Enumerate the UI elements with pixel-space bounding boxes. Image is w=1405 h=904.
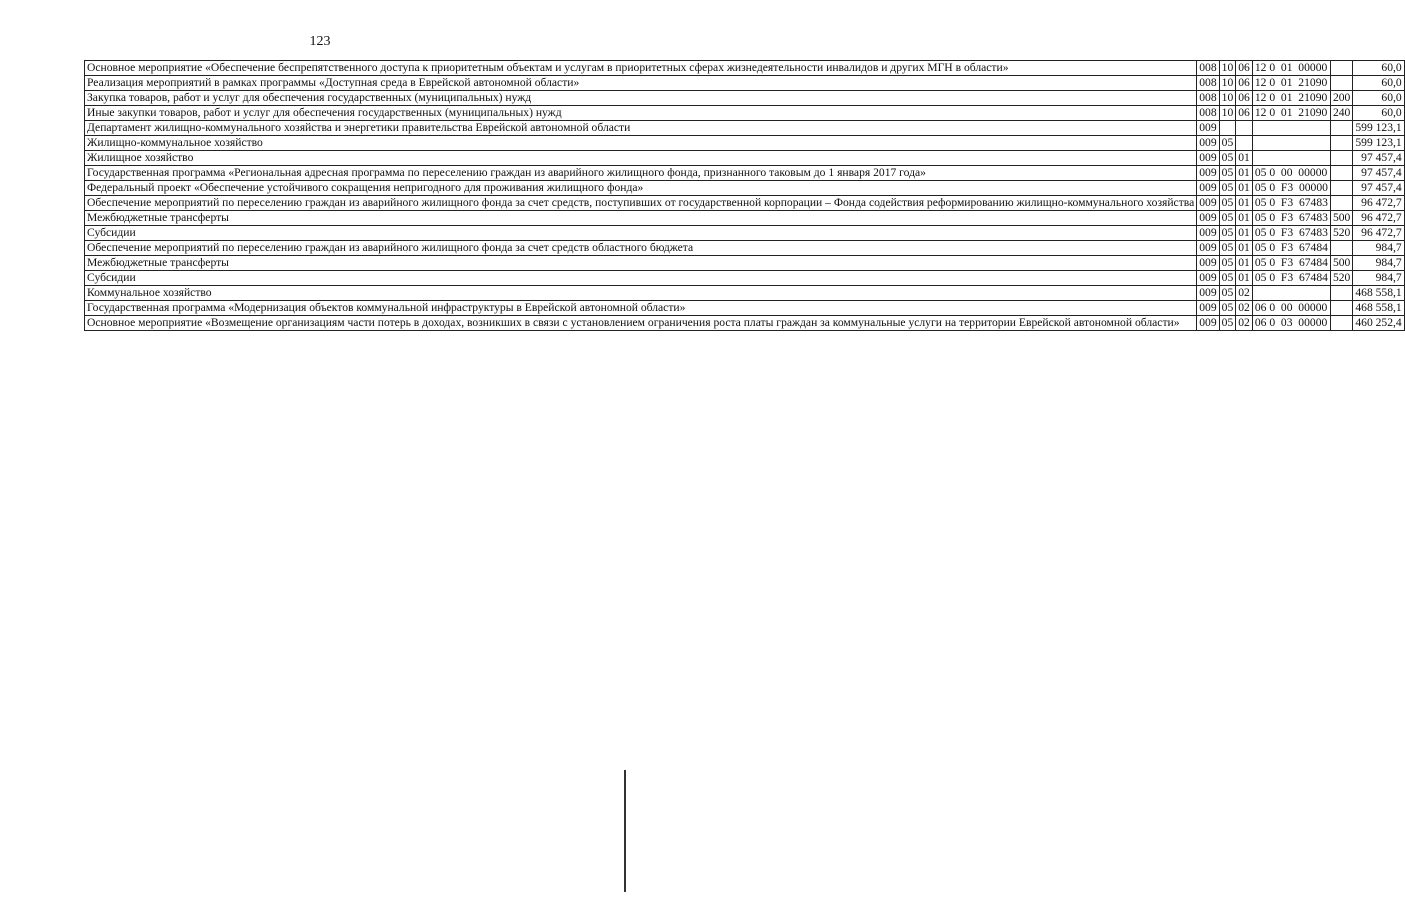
cell-pr: 01 [1236, 226, 1253, 241]
cell-ved: 009 [1197, 316, 1219, 331]
cell-csr: 05 0 F3 67484 [1252, 271, 1330, 286]
cell-sum: 984,7 [1353, 241, 1404, 256]
cell-ved: 009 [1197, 181, 1219, 196]
cell-sum: 468 558,1 [1353, 301, 1404, 316]
cell-pr: 02 [1236, 316, 1253, 331]
cell-pr [1236, 121, 1253, 136]
cell-csr: 05 0 F3 00000 [1252, 181, 1330, 196]
cell-rz: 05 [1219, 301, 1236, 316]
cell-pr: 01 [1236, 241, 1253, 256]
row-name: Департамент жилищно-коммунального хозяйства и энергетики правительства Еврейской автономной области [85, 121, 1197, 136]
cell-csr: 05 0 F3 67483 [1252, 226, 1330, 241]
cell-sum: 97 457,4 [1353, 166, 1404, 181]
cell-sum: 984,7 [1353, 256, 1404, 271]
cell-vr: 500 [1330, 256, 1352, 271]
cell-csr [1252, 151, 1330, 166]
cell-ved: 009 [1197, 211, 1219, 226]
cell-vr [1330, 121, 1352, 136]
cell-vr: 520 [1330, 271, 1352, 286]
row-name: Основное мероприятие «Обеспечение беспрепятственного доступа к приоритетным объектам и услугам в приоритетных сферах жизнедеятельности инвалидов и других МГН в области» [85, 61, 1197, 76]
cell-ved: 009 [1197, 256, 1219, 271]
row-name: Обеспечение мероприятий по переселению граждан из аварийного жилищного фонда за счет средств, поступивших от государственной корпорации – Фонда содействия реформированию жилищно-коммунального хозяйства [85, 196, 1197, 211]
row-name: Жилищно-коммунальное хозяйство [85, 136, 1197, 151]
cell-pr: 06 [1236, 61, 1253, 76]
row-name: Жилищное хозяйство [85, 151, 1197, 166]
cell-rz: 05 [1219, 211, 1236, 226]
cell-ved: 009 [1197, 226, 1219, 241]
cell-pr: 01 [1236, 166, 1253, 181]
row-name: Федеральный проект «Обеспечение устойчивого сокращения непригодного для проживания жилищного фонда» [85, 181, 1197, 196]
table-row [85, 241, 1405, 256]
table-row [85, 301, 1405, 316]
cell-csr: 05 0 F3 67483 [1252, 196, 1330, 211]
cell-csr [1252, 286, 1330, 301]
cell-vr: 240 [1330, 106, 1352, 121]
cell-sum: 60,0 [1353, 106, 1404, 121]
cell-ved: 008 [1197, 106, 1219, 121]
table-row [85, 286, 1405, 301]
row-name: Реализация мероприятий в рамках программы «Доступная среда в Еврейской автономной области» [85, 76, 1197, 91]
table-row [85, 226, 1405, 241]
scan-edge-line [624, 770, 626, 892]
table-row [85, 211, 1405, 226]
cell-pr: 06 [1236, 91, 1253, 106]
cell-vr [1330, 301, 1352, 316]
page-number: 123 [309, 34, 331, 49]
cell-csr: 05 0 00 00000 [1252, 166, 1330, 181]
cell-vr [1330, 136, 1352, 151]
row-name: Межбюджетные трансферты [85, 256, 1197, 271]
cell-ved: 008 [1197, 91, 1219, 106]
cell-sum: 460 252,4 [1353, 316, 1404, 331]
cell-sum: 984,7 [1353, 271, 1404, 286]
cell-sum: 97 457,4 [1353, 151, 1404, 166]
cell-vr [1330, 196, 1352, 211]
cell-vr [1330, 316, 1352, 331]
cell-rz: 05 [1219, 241, 1236, 256]
cell-rz: 10 [1219, 106, 1236, 121]
cell-ved: 008 [1197, 76, 1219, 91]
cell-vr [1330, 181, 1352, 196]
cell-pr: 01 [1236, 211, 1253, 226]
row-name: Иные закупки товаров, работ и услуг для обеспечения государственных (муниципальных) нужд [85, 106, 1197, 121]
cell-csr [1252, 136, 1330, 151]
cell-pr: 01 [1236, 256, 1253, 271]
row-name: Государственная программа «Модернизация объектов коммунальной инфраструктуры в Еврейской автономной области» [85, 301, 1197, 316]
cell-ved: 009 [1197, 151, 1219, 166]
cell-vr [1330, 76, 1352, 91]
budget-table [84, 60, 1405, 331]
cell-sum: 599 123,1 [1353, 121, 1404, 136]
cell-ved: 009 [1197, 286, 1219, 301]
row-name: Коммунальное хозяйство [85, 286, 1197, 301]
cell-rz: 05 [1219, 256, 1236, 271]
row-name: Обеспечение мероприятий по переселению граждан из аварийного жилищного фонда за счет средств областного бюджета [85, 241, 1197, 256]
cell-vr: 520 [1330, 226, 1352, 241]
cell-csr: 12 0 01 21090 [1252, 91, 1330, 106]
cell-ved: 009 [1197, 166, 1219, 181]
table-row [85, 316, 1405, 331]
cell-sum: 468 558,1 [1353, 286, 1404, 301]
cell-vr [1330, 241, 1352, 256]
cell-pr: 01 [1236, 151, 1253, 166]
cell-pr: 01 [1236, 196, 1253, 211]
cell-csr: 05 0 F3 67484 [1252, 241, 1330, 256]
cell-csr: 06 0 00 00000 [1252, 301, 1330, 316]
cell-sum: 96 472,7 [1353, 226, 1404, 241]
cell-rz: 10 [1219, 61, 1236, 76]
cell-ved: 009 [1197, 121, 1219, 136]
budget-table-body [85, 61, 1405, 331]
cell-rz: 05 [1219, 271, 1236, 286]
cell-pr: 01 [1236, 181, 1253, 196]
cell-csr: 05 0 F3 67483 [1252, 211, 1330, 226]
cell-vr: 200 [1330, 91, 1352, 106]
cell-rz: 05 [1219, 151, 1236, 166]
cell-csr: 12 0 01 00000 [1252, 61, 1330, 76]
cell-ved: 009 [1197, 271, 1219, 286]
cell-rz: 05 [1219, 196, 1236, 211]
table-row [85, 166, 1405, 181]
cell-vr [1330, 61, 1352, 76]
cell-csr: 12 0 01 21090 [1252, 106, 1330, 121]
cell-rz: 10 [1219, 76, 1236, 91]
row-name: Субсидии [85, 226, 1197, 241]
cell-ved: 009 [1197, 241, 1219, 256]
table-row [85, 91, 1405, 106]
cell-rz: 05 [1219, 316, 1236, 331]
table-row [85, 121, 1405, 136]
table-row [85, 196, 1405, 211]
table-row [85, 61, 1405, 76]
cell-rz: 05 [1219, 226, 1236, 241]
cell-sum: 60,0 [1353, 76, 1404, 91]
cell-rz: 05 [1219, 181, 1236, 196]
cell-sum: 96 472,7 [1353, 196, 1404, 211]
row-name: Субсидии [85, 271, 1197, 286]
cell-csr: 06 0 03 00000 [1252, 316, 1330, 331]
cell-rz: 05 [1219, 286, 1236, 301]
cell-rz: 10 [1219, 91, 1236, 106]
cell-sum: 599 123,1 [1353, 136, 1404, 151]
table-row [85, 151, 1405, 166]
cell-pr: 06 [1236, 76, 1253, 91]
cell-ved: 009 [1197, 301, 1219, 316]
cell-rz: 05 [1219, 166, 1236, 181]
cell-pr: 02 [1236, 301, 1253, 316]
cell-pr: 01 [1236, 271, 1253, 286]
cell-ved: 009 [1197, 136, 1219, 151]
table-row [85, 256, 1405, 271]
table-row [85, 181, 1405, 196]
cell-pr: 02 [1236, 286, 1253, 301]
table-row [85, 271, 1405, 286]
cell-rz [1219, 121, 1236, 136]
cell-rz: 05 [1219, 136, 1236, 151]
cell-vr [1330, 286, 1352, 301]
row-name: Закупка товаров, работ и услуг для обеспечения государственных (муниципальных) нужд [85, 91, 1197, 106]
cell-sum: 60,0 [1353, 91, 1404, 106]
cell-ved: 009 [1197, 196, 1219, 211]
row-name: Основное мероприятие «Возмещение организациям части потерь в доходах, возникших в связи с установлением ограничения роста платы граждан за коммунальные услуги на территории Еврейской автономной области» [85, 316, 1197, 331]
cell-pr: 06 [1236, 106, 1253, 121]
table-row [85, 136, 1405, 151]
row-name: Межбюджетные трансферты [85, 211, 1197, 226]
cell-csr: 05 0 F3 67484 [1252, 256, 1330, 271]
cell-csr [1252, 121, 1330, 136]
cell-sum: 96 472,7 [1353, 211, 1404, 226]
cell-vr [1330, 151, 1352, 166]
cell-ved: 008 [1197, 61, 1219, 76]
table-row [85, 106, 1405, 121]
cell-sum: 60,0 [1353, 61, 1404, 76]
cell-vr: 500 [1330, 211, 1352, 226]
cell-vr [1330, 166, 1352, 181]
row-name: Государственная программа «Региональная адресная программа по переселению граждан из аварийного жилищного фонда, признанного таковым до 1 января 2017 года» [85, 166, 1197, 181]
table-row [85, 76, 1405, 91]
cell-sum: 97 457,4 [1353, 181, 1404, 196]
cell-pr [1236, 136, 1253, 151]
cell-csr: 12 0 01 21090 [1252, 76, 1330, 91]
